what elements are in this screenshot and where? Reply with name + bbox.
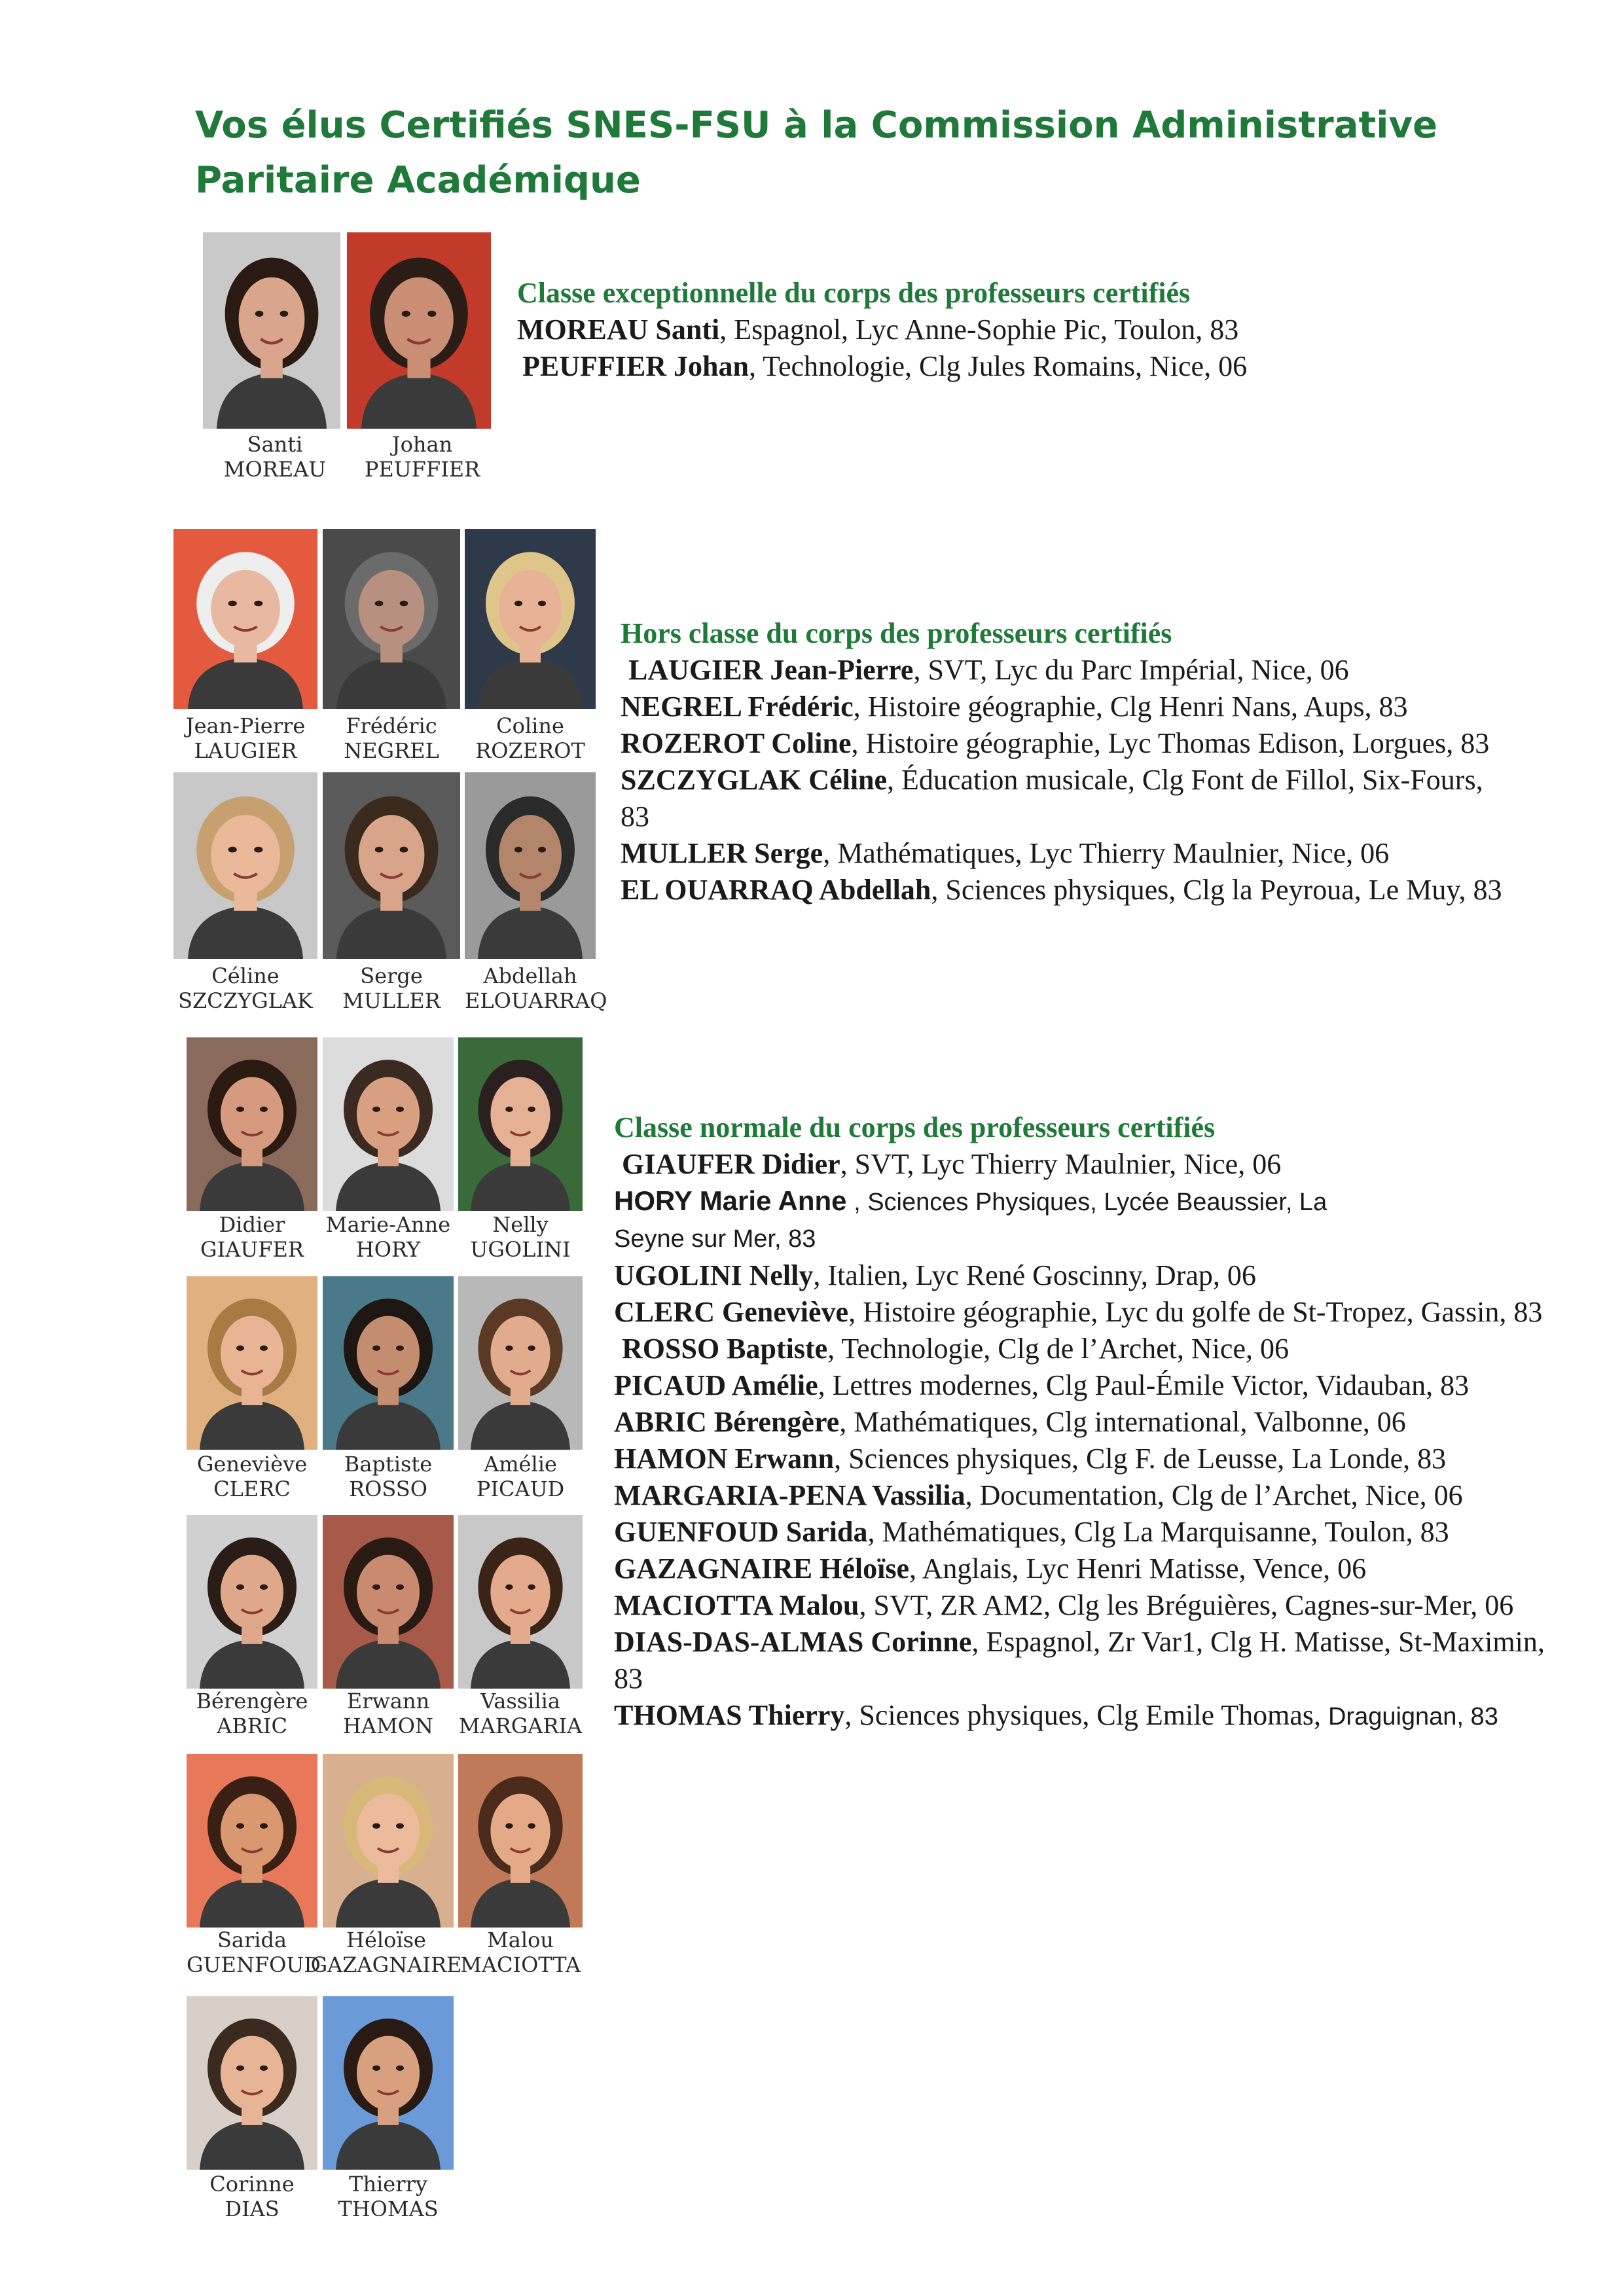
portrait-caption — [458, 1689, 583, 1738]
caption-first-name: Amélie — [484, 1452, 557, 1477]
portrait-caption — [187, 2172, 317, 2221]
member-details: , Histoire géographie, Clg Henri Nans, Aups, 83 — [853, 691, 1408, 723]
portrait-caption — [323, 2172, 454, 2221]
member-entry — [614, 1587, 1570, 1624]
portrait-photo — [323, 1996, 454, 2170]
caption-last-name: ABRIC — [217, 1713, 287, 1738]
portrait-face — [221, 1555, 283, 1630]
portrait-face — [221, 1794, 283, 1869]
member-details: , Sciences physiques, Clg F. de Leusse, La Londe, 83 — [834, 1443, 1447, 1475]
portrait-eye — [236, 1585, 244, 1590]
portrait-photo — [458, 1754, 583, 1928]
member-name: UGOLINI Nelly — [614, 1259, 814, 1291]
caption-first-name: Serge — [360, 963, 423, 988]
member-details: , Sciences physiques, Clg Emile Thomas, — [844, 1699, 1328, 1731]
portrait-eye — [236, 1107, 244, 1112]
portrait-caption — [187, 1928, 321, 1977]
portrait-caption — [323, 1452, 454, 1501]
portrait-eye — [505, 1346, 513, 1351]
portrait-eye — [400, 847, 408, 853]
portrait-silhouette — [187, 1276, 317, 1450]
portrait-caption — [465, 963, 607, 1013]
member-name: GUENFOUD Sarida — [614, 1516, 868, 1548]
caption-first-name: Thierry — [349, 2172, 427, 2197]
portrait-eye — [505, 1107, 513, 1112]
portrait-eye — [260, 1585, 268, 1590]
portrait-photo — [323, 1276, 454, 1450]
section-heading: Hors classe du corps des professeurs certifiés — [621, 617, 1172, 649]
caption-first-name: Malou — [487, 1928, 554, 1952]
member-details-tail: Draguignan, 83 — [1327, 1703, 1498, 1731]
member-entry — [614, 1551, 1570, 1587]
portrait-photo — [187, 1276, 317, 1450]
member-details: , Technologie, Clg de l’Archet, Nice, 06 — [827, 1333, 1289, 1365]
portrait-photo — [187, 1754, 317, 1928]
member-name: DIAS-DAS-ALMAS Corinne — [614, 1626, 972, 1658]
portrait-face — [357, 1077, 420, 1152]
portrait-face — [357, 1794, 420, 1869]
member-name: ROSSO Baptiste — [622, 1333, 828, 1365]
caption-last-name: UGOLINI — [470, 1237, 571, 1262]
portrait-eye — [375, 601, 384, 607]
portrait-eye — [254, 847, 262, 853]
member-entry — [614, 1404, 1570, 1441]
portrait-face — [211, 815, 280, 895]
caption-first-name: Geneviève — [196, 1452, 308, 1477]
caption-first-name: Abdellah — [483, 963, 577, 988]
portrait-photo — [465, 772, 596, 959]
portrait-eye — [228, 847, 237, 853]
member-details: , Mathématiques, Clg international, Valbonne, 06 — [839, 1406, 1406, 1438]
member-entry — [614, 1257, 1334, 1294]
portrait-face — [221, 1316, 283, 1391]
portrait-photo — [173, 772, 317, 959]
portrait-silhouette — [187, 1996, 317, 2170]
portrait-eye — [260, 1107, 268, 1112]
member-entry — [614, 1331, 1570, 1367]
portrait-silhouette — [323, 1515, 454, 1689]
caption-first-name: Baptiste — [344, 1452, 433, 1477]
portrait-face — [499, 570, 562, 647]
member-entry — [614, 1441, 1570, 1477]
portrait-photo — [323, 1037, 454, 1211]
caption-first-name: Héloïse — [346, 1928, 426, 1952]
caption-last-name: MOREAU — [223, 457, 327, 482]
portrait-eye — [254, 601, 262, 607]
member-name: SZCZYGLAK Céline — [621, 764, 888, 796]
portrait-silhouette — [323, 1754, 454, 1928]
portrait-photo — [465, 529, 596, 709]
portrait-caption — [187, 1452, 317, 1501]
member-details: , Sciences physiques, Clg la Peyroua, Le Muy, 83 — [931, 874, 1502, 906]
caption-last-name: ROSSO — [349, 1477, 427, 1501]
portrait-eye — [236, 1346, 244, 1351]
member-name: NEGREL Frédéric — [621, 691, 854, 723]
caption-last-name: MULLER — [342, 988, 441, 1013]
member-entry — [517, 348, 1564, 385]
member-entry — [614, 1477, 1570, 1514]
portrait-eye — [505, 1823, 513, 1829]
portrait-eye — [260, 2066, 268, 2071]
caption-last-name: THOMAS — [338, 2197, 439, 2221]
member-entry — [614, 1294, 1570, 1331]
caption-first-name: Santi — [247, 432, 303, 457]
caption-last-name: PICAUD — [476, 1477, 565, 1501]
member-entry — [621, 689, 1504, 725]
portrait-face — [384, 278, 454, 362]
portrait-silhouette — [465, 529, 596, 709]
caption-first-name: Sarida — [217, 1928, 287, 1952]
member-name: HORY Marie Anne — [614, 1185, 847, 1216]
caption-first-name: Corinne — [209, 2172, 295, 2197]
portrait-eye — [375, 847, 384, 853]
portrait-caption — [323, 713, 460, 763]
portrait-face — [239, 278, 305, 362]
portrait-face — [359, 815, 425, 895]
member-name: MACIOTTA Malou — [614, 1589, 859, 1621]
member-details: , SVT, Lyc du Parc Impérial, Nice, 06 — [913, 654, 1349, 686]
portrait-eye — [538, 847, 546, 853]
member-details: , Mathématiques, Lyc Thierry Maulnier, Nice, 06 — [823, 837, 1390, 869]
member-details: , Histoire géographie, Lyc du golfe de St-Tropez, Gassin, 83 — [848, 1296, 1543, 1328]
section-heading: Classe exceptionnelle du corps des professeurs certifiés — [517, 277, 1191, 309]
member-entry — [621, 872, 1504, 908]
member-details: , Technologie, Clg Jules Romains, Nice, 06 — [748, 350, 1248, 382]
caption-last-name: PEUFFIER — [364, 457, 480, 482]
portrait-eye — [396, 2066, 404, 2071]
portrait-caption — [323, 963, 460, 1013]
portrait-photo — [187, 1996, 317, 2170]
portrait-silhouette — [173, 529, 317, 709]
caption-last-name: MARGARIA — [458, 1713, 583, 1738]
portrait-silhouette — [323, 1037, 454, 1211]
caption-last-name: HORY — [355, 1237, 421, 1262]
member-entry — [621, 725, 1504, 762]
portrait-face — [499, 815, 562, 895]
portrait-caption — [187, 1689, 317, 1738]
portrait-photo — [458, 1276, 583, 1450]
member-entry — [621, 835, 1504, 872]
caption-first-name: Céline — [211, 963, 280, 988]
member-details: , Lettres modernes, Clg Paul-Émile Victor, Vidauban, 83 — [818, 1369, 1470, 1401]
member-name: MULLER Serge — [621, 837, 823, 869]
member-name: EL OUARRAQ Abdellah — [621, 874, 931, 906]
portrait-face — [221, 2036, 283, 2111]
caption-last-name: LAUGIER — [194, 738, 297, 763]
member-entry — [621, 762, 1504, 835]
caption-last-name: HAMON — [342, 1713, 433, 1738]
caption-last-name: ROZEROT — [475, 738, 585, 763]
portrait-caption — [353, 432, 491, 482]
portrait-eye — [528, 1346, 535, 1351]
portrait-caption — [465, 713, 596, 763]
portrait-eye — [505, 1585, 513, 1590]
caption-first-name: Jean-Pierre — [185, 713, 306, 738]
portrait-eye — [514, 601, 522, 607]
member-entry — [614, 1146, 1342, 1183]
member-entry — [517, 312, 1564, 348]
caption-last-name: SZCZYGLAK — [178, 988, 313, 1013]
portrait-photo — [458, 1515, 583, 1689]
portrait-silhouette — [203, 232, 340, 429]
member-entry — [614, 1183, 1347, 1257]
portrait-eye — [372, 1346, 380, 1351]
portrait-eye — [228, 601, 237, 607]
member-details: , Éducation musicale, Clg Font de Fillol, Six-Fours, 83 — [621, 764, 1483, 833]
portrait-eye — [260, 1823, 268, 1829]
portrait-eye — [427, 311, 436, 317]
portrait-caption — [458, 1928, 583, 1977]
caption-last-name: DIAS — [225, 2197, 280, 2221]
portrait-silhouette — [187, 1754, 317, 1928]
portrait-eye — [236, 1823, 244, 1829]
caption-last-name: ELOUARRAQ — [465, 988, 607, 1013]
member-details: , SVT, ZR AM2, Clg les Bréguières, Cagnes-sur-Mer, 06 — [859, 1589, 1514, 1621]
portrait-face — [490, 1316, 550, 1391]
portrait-photo — [173, 529, 317, 709]
caption-first-name: Didier — [219, 1212, 285, 1237]
portrait-eye — [372, 1107, 380, 1112]
portrait-eye — [280, 311, 289, 317]
portrait-eye — [528, 1585, 535, 1590]
portrait-eye — [255, 311, 264, 317]
caption-first-name: Coline — [496, 713, 564, 738]
caption-first-name: Bérengère — [196, 1689, 308, 1713]
caption-last-name: CLERC — [213, 1477, 291, 1501]
portrait-caption — [323, 1212, 454, 1262]
portrait-silhouette — [323, 1276, 454, 1450]
member-entry — [614, 1367, 1570, 1404]
member-details: , Sciences Physiques, Lycée Beaussier, La Seyne sur Mer, 83 — [614, 1189, 1327, 1253]
portrait-silhouette — [458, 1037, 583, 1211]
member-entry — [614, 1697, 1570, 1735]
portrait-eye — [372, 1585, 380, 1590]
portrait-eye — [372, 2066, 380, 2071]
member-details: , Mathématiques, Clg La Marquisanne, Toulon, 83 — [867, 1516, 1449, 1548]
portrait-photo — [323, 1515, 454, 1689]
member-details: , Anglais, Lyc Henri Matisse, Vence, 06 — [909, 1552, 1367, 1585]
caption-last-name: GAZAGNAIRE — [310, 1952, 462, 1977]
portrait-silhouette — [323, 529, 460, 709]
caption-first-name: Nelly — [492, 1212, 549, 1237]
caption-first-name: Erwann — [346, 1689, 430, 1713]
portrait-eye — [260, 1346, 268, 1351]
portrait-eye — [396, 1823, 404, 1829]
member-details: , SVT, Lyc Thierry Maulnier, Nice, 06 — [840, 1148, 1282, 1180]
section-exceptionnelle — [517, 275, 1564, 385]
member-name: HAMON Erwann — [614, 1443, 835, 1475]
portrait-silhouette — [458, 1515, 583, 1689]
portrait-silhouette — [458, 1754, 583, 1928]
member-name: ROZEROT Coline — [621, 727, 852, 759]
portrait-eye — [528, 1107, 535, 1112]
caption-last-name: GIAUFER — [200, 1237, 304, 1262]
portrait-eye — [402, 311, 410, 317]
portrait-silhouette — [187, 1037, 317, 1211]
portrait-face — [359, 570, 425, 647]
portrait-face — [357, 1555, 420, 1630]
portrait-face — [221, 1077, 283, 1152]
member-name: ABRIC Bérengère — [614, 1406, 840, 1438]
portrait-eye — [372, 1823, 380, 1829]
caption-first-name: Johan — [391, 432, 453, 457]
caption-first-name: Vassilia — [480, 1689, 560, 1713]
member-name: PICAUD Amélie — [614, 1369, 818, 1401]
member-details: , Espagnol, Lyc Anne-Sophie Pic, Toulon, 83 — [719, 314, 1239, 346]
portrait-silhouette — [323, 1996, 454, 2170]
portrait-photo — [347, 232, 491, 429]
member-name: CLERC Geneviève — [614, 1296, 849, 1328]
portrait-silhouette — [458, 1276, 583, 1450]
member-entry — [621, 652, 1504, 689]
portrait-face — [357, 1316, 420, 1391]
member-details: , Histoire géographie, Lyc Thomas Edison, Lorgues, 83 — [851, 727, 1490, 759]
portrait-eye — [396, 1346, 404, 1351]
portrait-photo — [187, 1515, 317, 1689]
portrait-caption — [458, 1212, 583, 1262]
member-entry — [614, 1514, 1570, 1551]
portrait-photo — [323, 772, 460, 959]
portrait-face — [490, 1555, 550, 1630]
member-details: , Documentation, Clg de l’Archet, Nice, 06 — [965, 1479, 1463, 1511]
member-details: , Italien, Lyc René Goscinny, Drap, 06 — [813, 1259, 1256, 1291]
member-details: , Espagnol, Zr Var1, Clg H. Matisse, St-Maximin, 83 — [614, 1626, 1545, 1695]
member-entry — [614, 1624, 1570, 1697]
member-name: PEUFFIER Johan — [522, 350, 749, 382]
portrait-caption — [173, 713, 317, 763]
portrait-photo — [323, 529, 460, 709]
portrait-face — [490, 1794, 550, 1869]
member-name: GAZAGNAIRE Héloïse — [614, 1552, 909, 1585]
portrait-caption — [323, 1689, 454, 1738]
portrait-silhouette — [323, 772, 460, 959]
section-classe-normale — [614, 1109, 1570, 1735]
portrait-silhouette — [173, 772, 317, 959]
caption-last-name: MACIOTTA — [460, 1952, 581, 1977]
member-name: THOMAS Thierry — [614, 1699, 845, 1731]
portrait-eye — [236, 2066, 244, 2071]
document-title: Vos élus Certifiés SNES-FSU à la Commission Administrative Paritaire Académique — [195, 104, 1437, 202]
portrait-eye — [396, 1585, 404, 1590]
member-name: MOREAU Santi — [517, 314, 720, 346]
portrait-eye — [538, 601, 546, 607]
portrait-face — [490, 1077, 550, 1152]
portrait-eye — [528, 1823, 535, 1829]
caption-first-name: Frédéric — [346, 713, 437, 738]
member-name: LAUGIER Jean-Pierre — [628, 654, 914, 686]
portrait-eye — [396, 1107, 404, 1112]
portrait-caption — [187, 1212, 317, 1262]
section-hors-classe — [621, 615, 1504, 908]
caption-last-name: GUENFOUD — [187, 1952, 321, 1977]
section-heading: Classe normale du corps des professeurs certifiés — [614, 1111, 1216, 1143]
member-name: MARGARIA-PENA Vassilia — [614, 1479, 965, 1511]
portrait-silhouette — [187, 1515, 317, 1689]
portrait-caption — [458, 1452, 583, 1501]
portrait-face — [211, 570, 280, 647]
portrait-silhouette — [347, 232, 491, 429]
portrait-eye — [400, 601, 408, 607]
portrait-silhouette — [465, 772, 596, 959]
portrait-caption — [308, 1928, 465, 1977]
portrait-photo — [323, 1754, 454, 1928]
portrait-face — [357, 2036, 420, 2111]
portrait-photo — [458, 1037, 583, 1211]
portrait-photo — [187, 1037, 317, 1211]
caption-last-name: NEGREL — [344, 738, 439, 763]
portrait-photo — [203, 232, 340, 429]
member-name: GIAUFER Didier — [622, 1148, 840, 1180]
caption-first-name: Marie-Anne — [325, 1212, 451, 1237]
portrait-caption — [209, 432, 340, 482]
portrait-caption — [173, 963, 317, 1013]
portrait-eye — [514, 847, 522, 853]
